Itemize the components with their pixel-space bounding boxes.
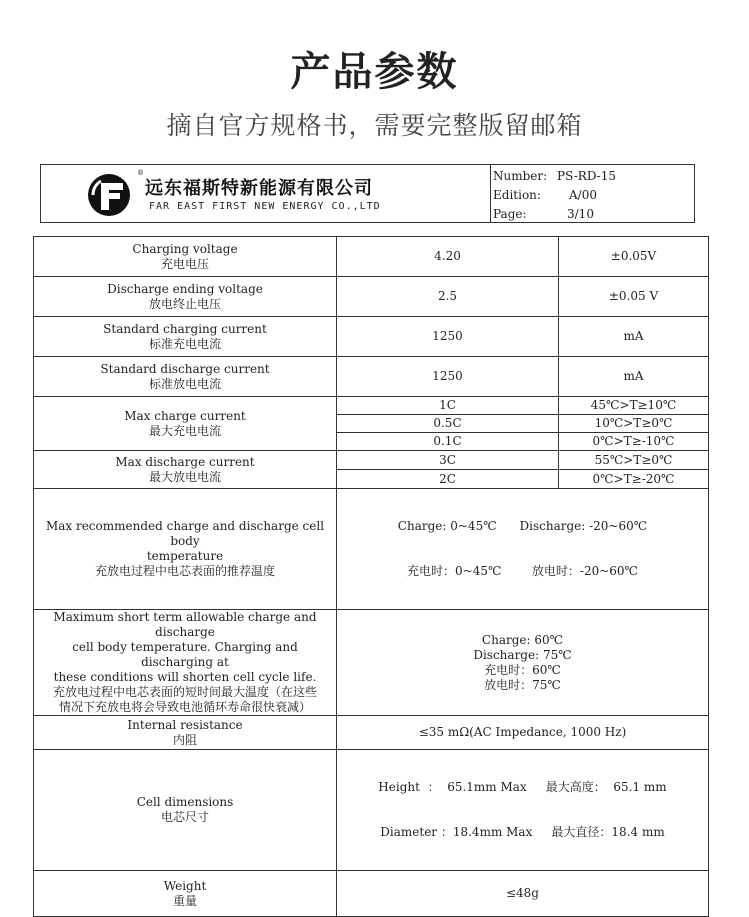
edition-label: Edition: <box>493 188 541 202</box>
param-label: Discharge ending voltage 放电终止电压 <box>34 277 337 317</box>
table-row <box>34 237 709 277</box>
table-row <box>34 871 709 917</box>
param-unit: mA <box>559 317 709 357</box>
page-title: 产品参数 <box>290 49 459 95</box>
table-row <box>34 489 709 610</box>
table-row <box>34 610 709 716</box>
edition-value: A/00 <box>569 188 597 202</box>
document-meta <box>493 167 693 224</box>
param-label: Internal resistance 内阻 <box>34 716 337 750</box>
param-value: ≤48g <box>337 871 709 917</box>
table-row <box>34 317 709 357</box>
param-label: Standard discharge current 标准放电电流 <box>34 357 337 397</box>
table-row <box>34 357 709 397</box>
param-value: 3C <box>337 451 559 470</box>
registered-mark: ® <box>137 169 144 177</box>
param-label: Max recommended charge and discharge cell body temperature 充放电过程中电芯表面的推荐温度 <box>34 489 337 610</box>
page-value: 3/10 <box>567 207 594 221</box>
param-value: 2.5 <box>337 277 559 317</box>
param-unit: ±0.05 V <box>559 277 709 317</box>
table-row <box>34 451 709 470</box>
table-row <box>34 716 709 750</box>
param-value: 1250 <box>337 357 559 397</box>
company-logo-icon <box>87 173 131 217</box>
number-label: Number: <box>493 169 548 183</box>
document-header <box>40 164 695 223</box>
param-value: Charge: 60℃ Discharge: 75℃ 充电时：60℃ 放电时：75℃ <box>337 610 709 716</box>
table-row <box>34 397 709 415</box>
param-label: Charging voltage 充电电压 <box>34 237 337 277</box>
param-value: 1C <box>337 397 559 415</box>
param-value: Charge: 0~45℃ Discharge: -20~60℃ 充电时：0~45℃ 放电时：-20~60℃ <box>337 489 709 610</box>
param-range: 0℃>T≥-10℃ <box>559 433 709 451</box>
page-label: Page: <box>493 207 527 221</box>
param-label: Max discharge current 最大放电电流 <box>34 451 337 489</box>
param-value: ≤35 mΩ(AC Impedance, 1000 Hz) <box>337 716 709 750</box>
table-row <box>34 750 709 871</box>
param-label: Cell dimensions 电芯尺寸 <box>34 750 337 871</box>
param-label: Weight 重量 <box>34 871 337 917</box>
table-row <box>34 277 709 317</box>
param-unit: mA <box>559 357 709 397</box>
page-subtitle: 摘自官方规格书，需要完整版留邮箱 <box>166 111 583 140</box>
param-value: 4.20 <box>337 237 559 277</box>
param-range: 10℃>T≥0℃ <box>559 415 709 433</box>
param-label: Max charge current 最大充电电流 <box>34 397 337 451</box>
param-label: Standard charging current 标准充电电流 <box>34 317 337 357</box>
company-block <box>41 165 491 222</box>
spec-table <box>33 236 709 917</box>
company-name-en: FAR EAST FIRST NEW ENERGY CO.,LTD <box>149 201 381 212</box>
param-value: 1250 <box>337 317 559 357</box>
company-name-cn: 远东福斯特新能源有限公司 <box>145 178 373 199</box>
param-range: 55℃>T≥0℃ <box>559 451 709 470</box>
param-value: Height ： 65.1mm Max 最大高度： 65.1 mm Diameter ：18.4mm Max 最大直径：18.4 mm <box>337 750 709 871</box>
param-value: 2C <box>337 470 559 489</box>
param-range: 45℃>T≥10℃ <box>559 397 709 415</box>
param-value: 0.5C <box>337 415 559 433</box>
param-range: 0℃>T≥-20℃ <box>559 470 709 489</box>
number-value: PS-RD-15 <box>557 169 616 183</box>
param-value: 0.1C <box>337 433 559 451</box>
param-unit: ±0.05V <box>559 237 709 277</box>
param-label: Maximum short term allowable charge and discharge cell body temperature. Charging and discharging at these conditions will shorten cell cycle life. 充放电过程中电芯表面的短时间最大温度（在这些 情况下充放电将会导致电池循环寿命很快衰减） <box>34 610 337 716</box>
